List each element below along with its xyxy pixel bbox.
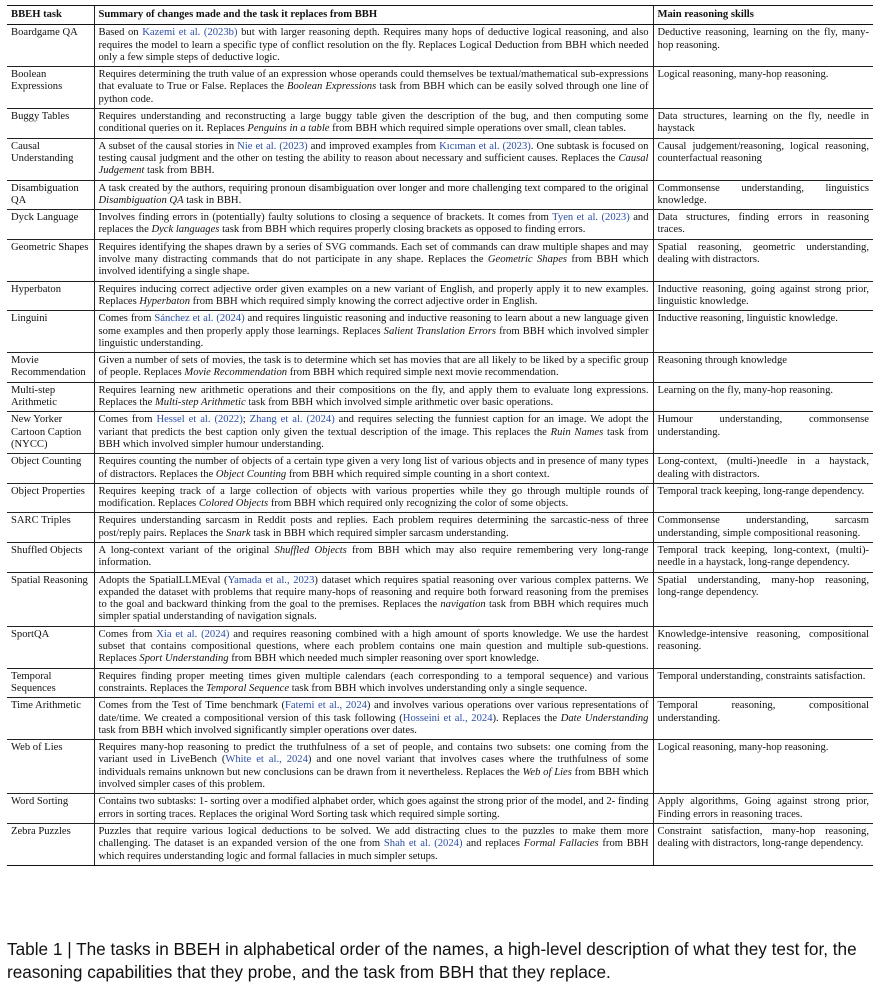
- summary-cell: [94, 572, 653, 626]
- summary-text: Puzzles that require various logical deductions to be solved. We add distracting clues to the puzzles to make them more challenging. The dataset is an expanded version of the one from: [98, 825, 649, 850]
- table-row: [7, 311, 873, 353]
- summary-text: from BBH which required simple operations over small, clean tables.: [329, 123, 627, 135]
- summary-cell: [94, 626, 653, 668]
- skills-cell: Temporal track keeping, long-range dependency.: [653, 483, 873, 513]
- summary-text: Requires keeping track of a large collection of objects with various properties while they go through multiple rounds of modification. Replaces: [98, 485, 649, 510]
- summary-cell: [94, 542, 653, 572]
- summary-text: and replaces the: [98, 212, 649, 236]
- summary-text: ) and one novel variant that involves cases where the truthfulness of some individuals remains unknown but new conclusions can be drawn from it nevertheless. Replaces the: [98, 754, 649, 778]
- summary-text: ). Replaces the: [492, 712, 561, 724]
- table-row: [7, 794, 873, 824]
- summary-cell: [94, 823, 653, 865]
- table-row: [7, 823, 873, 865]
- table-row: [7, 483, 873, 513]
- skills-cell: Spatial understanding, many-hop reasoning, long-range dependency.: [653, 572, 873, 626]
- task-name-cell: Multi-step Arithmetic: [7, 382, 94, 412]
- citation-link[interactable]: Yamada et al., 2023: [227, 574, 315, 586]
- summary-cell: [94, 668, 653, 698]
- table-body: [7, 25, 873, 866]
- summary-cell: [94, 412, 653, 454]
- summary-text: ) and involves various operations over various representations of date/time. We created a compositional version of this task following (: [98, 700, 649, 724]
- summary-text: Requires finding proper meeting times given multiple calendars (each corresponding to a temporal sequence) and various constraints. Replaces the: [98, 670, 649, 694]
- table-header-row: [7, 6, 873, 25]
- skills-cell: Reasoning through knowledge: [653, 353, 873, 383]
- summary-text: Requires understanding sarcasm in Reddit posts and replies. Each problem requires determining the sarcastic-ness of three post/reply pairs. Replaces the: [98, 515, 649, 539]
- task-title-italic: Hyperbaton: [139, 295, 190, 307]
- summary-text: A task created by the authors, requiring pronoun disambiguation over longer and more challenging text compared to the original: [98, 182, 649, 194]
- table-row: [7, 25, 873, 67]
- summary-text: Comes from: [98, 414, 157, 426]
- summary-text: A subset of the causal stories in: [98, 140, 238, 152]
- table-row: [7, 626, 873, 668]
- summary-cell: [94, 740, 653, 794]
- task-title-italic: Salient Translation Errors: [383, 325, 496, 337]
- task-title-italic: Formal Fallacies: [523, 838, 599, 850]
- table-row: [7, 239, 873, 281]
- task-name-cell: Word Sorting: [7, 794, 94, 824]
- table-row: [7, 109, 873, 139]
- citation-link[interactable]: White et al., 2024: [225, 754, 308, 766]
- summary-text: Contains two subtasks: 1- sorting over a modified alphabet order, which goes against the strong prior of the model, and 2- finding errors in sorting traces. Replaces the original Word Sorting task which required simple sorting.: [98, 796, 649, 820]
- summary-text: Requires learning new arithmetic operations and their compositions on the fly, and apply them to evaluate long expressions. Replaces the: [98, 384, 649, 409]
- skills-cell: Humour understanding, commonsense understanding.: [653, 412, 873, 454]
- task-name-cell: Spatial Reasoning: [7, 572, 94, 626]
- task-name-cell: SARC Triples: [7, 513, 94, 543]
- task-title-italic: Dyck languages: [151, 224, 220, 236]
- skills-cell: Spatial reasoning, geometric understanding, dealing with distractors.: [653, 239, 873, 281]
- table-caption: Table 1 | The tasks in BBEH in alphabetical order of the names, a high-level description of what they test for, the reasoning capabilities that they probe, and the task from BBH that they replace.: [7, 939, 857, 982]
- summary-text: from BBH which involved identifying a single shape.: [98, 254, 649, 278]
- table-row: [7, 138, 873, 180]
- citation-link[interactable]: Sánchez et al. (2024): [154, 313, 245, 325]
- task-title-italic: Movie Recommendation: [184, 367, 288, 379]
- summary-cell: [94, 513, 653, 543]
- summary-text: from BBH which needed much simpler reasoning over sport knowledge.: [228, 653, 539, 665]
- task-name-cell: Dyck Language: [7, 210, 94, 240]
- citation-link[interactable]: Zhang et al. (2024): [249, 414, 335, 426]
- task-name-cell: Hyperbaton: [7, 281, 94, 311]
- summary-text: Requires determining the truth value of an expression whose operands could themselves be textual/mathematical sub-expressions that evaluate to True or False. Replaces the: [98, 69, 649, 93]
- task-title-italic: Sport Understanding: [139, 653, 229, 665]
- summary-text: Given a number of sets of movies, the task is to determine which set has movies that are all likely to be liked by a specific group of people. Replaces: [98, 355, 649, 379]
- summary-text: from BBH which required simple next movie recommendation.: [287, 367, 559, 379]
- summary-text: ;: [242, 414, 250, 426]
- summary-cell: [94, 794, 653, 824]
- summary-text: Adopts the SpatialLLMEval (: [98, 574, 228, 586]
- task-name-cell: SportQA: [7, 626, 94, 668]
- skills-cell: Apply algorithms, Going against strong prior, Finding errors in reasoning traces.: [653, 794, 873, 824]
- task-name-cell: Temporal Sequences: [7, 668, 94, 698]
- summary-text: Comes from the Test of Time benchmark (: [98, 700, 285, 712]
- summary-cell: [94, 109, 653, 139]
- summary-cell: [94, 698, 653, 740]
- summary-text: Requires many-hop reasoning to predict the truthfulness of a set of people, and contains two subsets: one coming from the variant used in LiveBench (: [98, 742, 649, 766]
- skills-cell: Temporal understanding, constraints satisfaction.: [653, 668, 873, 698]
- citation-link[interactable]: Fatemi et al., 2024: [285, 700, 367, 712]
- summary-cell: [94, 25, 653, 67]
- task-title-italic: Boolean Expressions: [287, 81, 377, 93]
- summary-text: task in BBH.: [183, 194, 242, 206]
- citation-link[interactable]: Nie et al. (2023): [237, 140, 308, 152]
- citation-link[interactable]: Hessel et al. (2022): [156, 414, 243, 426]
- summary-text: A long-context variant of the original: [98, 544, 275, 556]
- summary-text: task from BBH which involves understanding only a single sequence.: [289, 682, 588, 694]
- summary-cell: [94, 483, 653, 513]
- summary-text: from BBH which involved simpler linguistic understanding.: [98, 325, 649, 349]
- summary-text: Requires counting the number of objects of a certain type given a very long list of various objects and in presence of many types of distractors. Replaces the: [98, 456, 649, 480]
- task-title-italic: Colored Objects: [198, 498, 269, 510]
- table-row: [7, 353, 873, 383]
- skills-cell: Long-context, (multi-)needle in a haystack, dealing with distractors.: [653, 454, 873, 484]
- summary-cell: [94, 210, 653, 240]
- task-name-cell: Time Arithmetic: [7, 698, 94, 740]
- citation-link[interactable]: Kazemi et al. (2023b): [142, 27, 238, 39]
- summary-text: from BBH which requires understanding logic and formal fallacies in much simpler setups.: [98, 838, 649, 862]
- header-summary: Summary of changes made and the task it replaces from BBH: [94, 6, 653, 25]
- summary-text: and improved examples from: [307, 140, 440, 152]
- summary-text: task from BBH which can be easily solved through one line of python code.: [98, 81, 649, 105]
- summary-cell: [94, 180, 653, 210]
- summary-text: but with larger reasoning depth. Requires many hops of deductive logical reasoning, and also requires the model to learn a specific type of conflict resolution on the fly. Replaces Logical Deduction from BBH which needed only a few simple steps of deductive logic.: [98, 27, 649, 63]
- skills-cell: Logical reasoning, many-hop reasoning.: [653, 67, 873, 109]
- task-name-cell: Geometric Shapes: [7, 239, 94, 281]
- table-row: [7, 210, 873, 240]
- task-title-italic: Penguins in a table: [247, 123, 330, 135]
- summary-cell: [94, 239, 653, 281]
- summary-text: from BBH which required simple counting in a short context.: [286, 468, 550, 480]
- table-row: [7, 542, 873, 572]
- summary-text: Comes from: [98, 313, 155, 325]
- task-name-cell: Object Counting: [7, 454, 94, 484]
- summary-text: from BBH which required only recognizing the color of some objects.: [268, 498, 569, 510]
- table-row: [7, 67, 873, 109]
- table-row: [7, 668, 873, 698]
- summary-text: task from BBH which involved simple arithmetic over basic operations.: [245, 397, 554, 409]
- table-row: [7, 740, 873, 794]
- summary-text: from BBH which may also require remembering very long-range information.: [98, 544, 649, 569]
- skills-cell: Data structures, learning on the fly, needle in haystack: [653, 109, 873, 139]
- citation-link[interactable]: Xia et al. (2024): [156, 628, 230, 640]
- task-title-italic: Causal Judgement: [98, 152, 649, 177]
- skills-cell: Knowledge-intensive reasoning, compositional reasoning.: [653, 626, 873, 668]
- task-title-italic: Object Counting: [215, 468, 287, 480]
- summary-text: from BBH which involved simpler cases of this problem.: [98, 766, 649, 791]
- table-row: [7, 454, 873, 484]
- summary-cell: [94, 311, 653, 353]
- summary-text: task from BBH.: [144, 165, 215, 177]
- summary-text: task from BBH which involved simpler humour understanding.: [98, 426, 649, 450]
- summary-text: Requires identifying the shapes drawn by a series of SVG commands. Each set of commands can draw multiple shapes and may involve many distracting commands that do not participate in any shape. Replaces the: [98, 241, 649, 266]
- task-name-cell: Causal Understanding: [7, 138, 94, 180]
- table-row: [7, 412, 873, 454]
- task-name-cell: Boardgame QA: [7, 25, 94, 67]
- task-title-italic: Snark: [225, 527, 251, 539]
- skills-cell: Deductive reasoning, learning on the fly, many-hop reasoning.: [653, 25, 873, 67]
- summary-text: task from BBH which requires properly closing brackets as opposed to finding errors.: [219, 224, 586, 236]
- task-title-italic: Multi-step Arithmetic: [154, 397, 246, 409]
- table-row: [7, 513, 873, 543]
- table-row: [7, 180, 873, 210]
- summary-text: Requires inducing correct adjective order given examples on a new variant of English, and properly apply it to new examples. Replaces: [98, 283, 649, 307]
- skills-cell: Temporal reasoning, compositional understanding.: [653, 698, 873, 740]
- task-name-cell: New Yorker Cartoon Caption (NYCC): [7, 412, 94, 454]
- task-title-italic: Web of Lies: [522, 766, 572, 778]
- skills-cell: Inductive reasoning, linguistic knowledge.: [653, 311, 873, 353]
- summary-text: Involves finding errors in (potentially) faulty solutions to closing a sequence of brackets. It comes from: [98, 212, 553, 224]
- task-name-cell: Object Properties: [7, 483, 94, 513]
- summary-text: ) dataset which requires spatial reasoning over various complex patterns. We expanded the dataset with problems that require many-hops of reasoning and require both forward reasoning from the premises to the goal and backward thinking from the goal to the premises. Replaces the: [98, 574, 649, 611]
- table-row: [7, 281, 873, 311]
- citation-link[interactable]: Kıcıman et al. (2023): [439, 140, 531, 152]
- summary-text: task in BBH which required simpler sarcasm understanding.: [250, 527, 509, 539]
- summary-cell: [94, 138, 653, 180]
- bbeh-tasks-table: [7, 5, 873, 866]
- summary-text: Based on: [98, 27, 143, 39]
- task-name-cell: Movie Recommendation: [7, 353, 94, 383]
- table-row: [7, 382, 873, 412]
- summary-text: Comes from: [98, 628, 157, 640]
- task-name-cell: Boolean Expressions: [7, 67, 94, 109]
- skills-cell: Constraint satisfaction, many-hop reasoning, dealing with distractors, long-range dependency.: [653, 823, 873, 865]
- citation-link[interactable]: Tyen et al. (2023): [552, 212, 630, 224]
- task-title-italic: Date Understanding: [560, 712, 649, 724]
- task-name-cell: Web of Lies: [7, 740, 94, 794]
- task-title-italic: Shuffled Objects: [274, 544, 347, 556]
- task-title-italic: Temporal Sequence: [206, 682, 290, 694]
- summary-cell: [94, 382, 653, 412]
- task-name-cell: Shuffled Objects: [7, 542, 94, 572]
- summary-text: and requires linguistic reasoning and inductive reasoning to learn about a new language given some examples and then properly apply those learnings. Replaces: [98, 313, 649, 337]
- summary-text: . One subtask is focused on testing causal judgment and the other on testing the ability to reason about necessary and sufficient causes. Replaces the: [98, 140, 649, 164]
- task-title-italic: Ruin Names: [550, 426, 604, 438]
- task-title-italic: Disambiguation QA: [98, 194, 184, 206]
- skills-cell: Commonsense understanding, sarcasm understanding, simple compositional reasoning.: [653, 513, 873, 543]
- task-name-cell: Disambiguation QA: [7, 180, 94, 210]
- summary-cell: [94, 454, 653, 484]
- summary-cell: [94, 353, 653, 383]
- summary-text: from BBH which required simply knowing the correct adjective order in English.: [190, 295, 538, 307]
- skills-cell: Temporal track keeping, long-context, (multi)-needle in a haystack, long-range dependency.: [653, 542, 873, 572]
- summary-text: and replaces: [462, 838, 524, 850]
- summary-text: and requires reasoning combined with a high amount of sports knowledge. We use the hardest subset that contains compositional questions, where each problem contains one main question and multiple sub-questions. Replaces: [98, 628, 649, 665]
- skills-cell: Learning on the fly, many-hop reasoning.: [653, 382, 873, 412]
- table-row: [7, 572, 873, 626]
- summary-text: Requires understanding and reconstructing a large buggy table given the description of the bug, and then computing some conditional queries on it. Replaces: [98, 111, 649, 135]
- skills-cell: Commonsense understanding, linguistics knowledge.: [653, 180, 873, 210]
- header-skills: Main reasoning skills: [653, 6, 873, 25]
- citation-link[interactable]: Shah et al. (2024): [383, 838, 463, 850]
- task-name-cell: Zebra Puzzles: [7, 823, 94, 865]
- task-name-cell: Linguini: [7, 311, 94, 353]
- summary-cell: [94, 281, 653, 311]
- citation-link[interactable]: Hosseini et al., 2024: [402, 712, 493, 724]
- summary-text: and requires selecting the funniest caption for an image. We adopt the variant that predicts the best caption only given the textual description of the image. This replaces the: [98, 414, 649, 438]
- task-title-italic: Geometric Shapes: [487, 254, 568, 266]
- task-title-italic: navigation: [440, 599, 486, 611]
- summary-text: task from BBH which involved significantly simpler operations over dates.: [98, 724, 417, 736]
- skills-cell: Causal judgement/reasoning, logical reasoning, counterfactual reasoning: [653, 138, 873, 180]
- table-row: [7, 698, 873, 740]
- header-task: BBEH task: [7, 6, 94, 25]
- skills-cell: Inductive reasoning, going against strong prior, linguistic knowledge.: [653, 281, 873, 311]
- summary-text: task from BBH which requires much simpler spatial understanding of navigation signals.: [98, 599, 649, 623]
- task-name-cell: Buggy Tables: [7, 109, 94, 139]
- skills-cell: Logical reasoning, many-hop reasoning.: [653, 740, 873, 794]
- summary-cell: [94, 67, 653, 109]
- skills-cell: Data structures, finding errors in reasoning traces.: [653, 210, 873, 240]
